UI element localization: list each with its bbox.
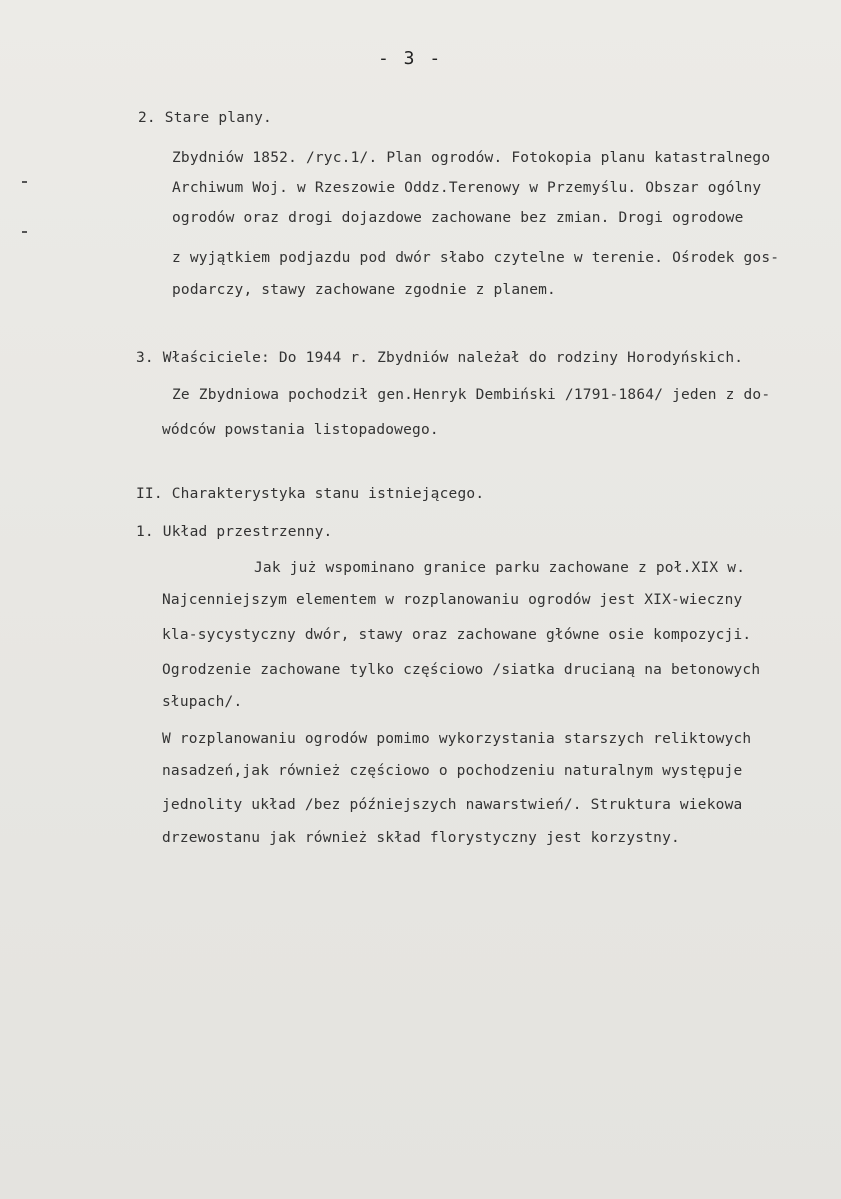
text-line: Ze Zbydniowa pochodził gen.Henryk Dembiński /1791-1864/ jeden z do-	[172, 387, 771, 403]
page-number: - 3 -	[378, 48, 443, 69]
text-line: wódców powstania listopadowego.	[162, 422, 439, 438]
text-line: jednolity układ /bez późniejszych nawarstwień/. Struktura wiekowa	[162, 797, 743, 813]
section-heading-old-plans: 2. Stare plany.	[138, 110, 272, 126]
text-line: ogrodów oraz drogi dojazdowe zachowane bez zmian. Drogi ogrodowe	[172, 210, 744, 226]
text-line: Ogrodzenie zachowane tylko częściowo /siatka drucianą na betonowych	[162, 662, 761, 678]
text-line-owners: 3. Właściciele: Do 1944 r. Zbydniów należał do rodziny Horodyńskich.	[136, 350, 744, 366]
text-line: drzewostanu jak również skład florystyczny jest korzystny.	[162, 830, 680, 846]
text-line: nasadzeń,jak również częściowo o pochodzeniu naturalnym występuje	[162, 763, 743, 779]
text-line: z wyjątkiem podjazdu pod dwór słabo czytelne w terenie. Ośrodek gos-	[172, 250, 780, 266]
text-line: kla-sycystyczny dwór, stawy oraz zachowane główne osie kompozycji.	[162, 627, 752, 643]
left-margin-mark-top	[22, 181, 27, 183]
text-line: Jak już wspominano granice parku zachowane z poł.XIX w.	[254, 560, 746, 576]
text-line: Najcenniejszym elementem w rozplanowaniu ogrodów jest XIX-wieczny	[162, 592, 743, 608]
text-line: Archiwum Woj. w Rzeszowie Oddz.Terenowy w Przemyślu. Obszar ogólny	[172, 180, 762, 196]
text-line: Zbydniów 1852. /ryc.1/. Plan ogrodów. Fotokopia planu katastralnego	[172, 150, 771, 166]
section-heading-current-state: II. Charakterystyka stanu istniejącego.	[136, 486, 485, 502]
text-line: słupach/.	[162, 694, 243, 710]
subsection-heading-spatial-layout: 1. Układ przestrzenny.	[136, 524, 333, 540]
text-line: W rozplanowaniu ogrodów pomimo wykorzystania starszych reliktowych	[162, 731, 752, 747]
text-line: podarczy, stawy zachowane zgodnie z planem.	[172, 282, 556, 298]
left-margin-mark-bottom	[22, 231, 27, 233]
